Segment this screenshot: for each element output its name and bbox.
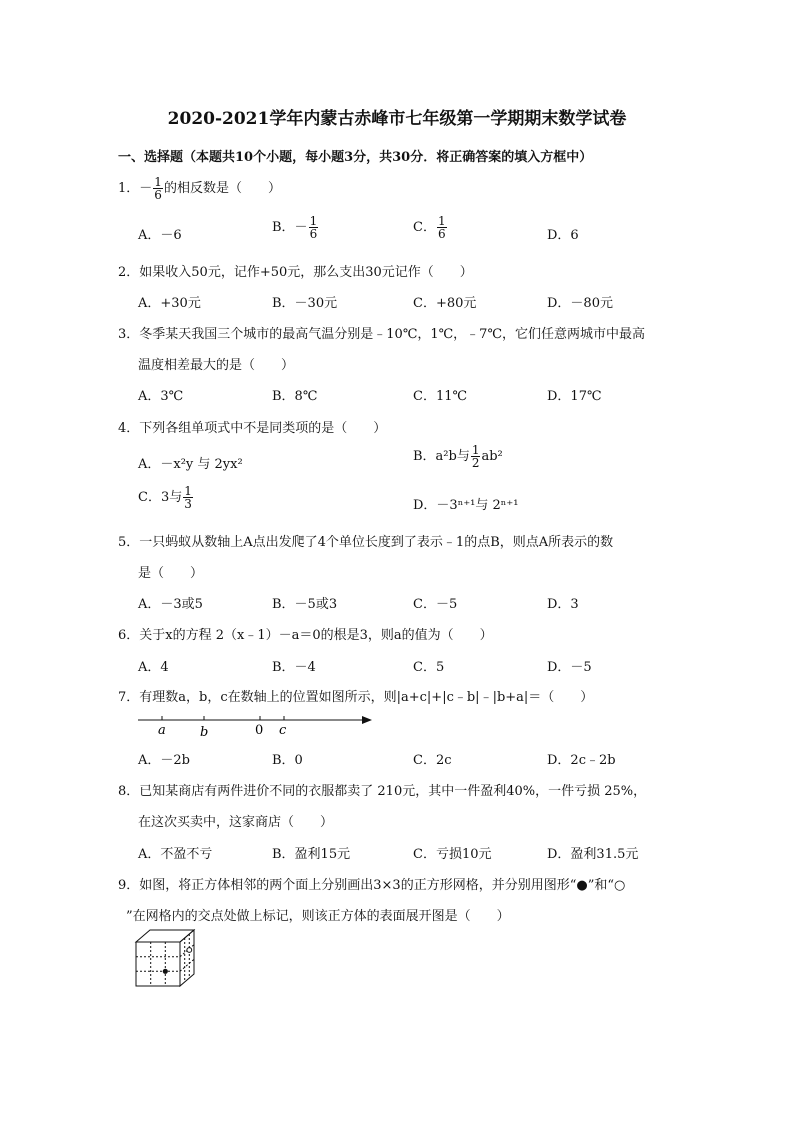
cube-side-face bbox=[180, 930, 194, 986]
cube-front-face bbox=[136, 942, 180, 986]
q1-number: 1． bbox=[118, 181, 140, 196]
q2-option-d: D．－80元 bbox=[547, 296, 613, 311]
q5-option-d: D．3 bbox=[547, 597, 579, 612]
q2-option-b: B．－30元 bbox=[272, 296, 338, 311]
q7-option-b: B．0 bbox=[272, 753, 303, 768]
q8-option-d: D．盈利31.5元 bbox=[547, 847, 639, 862]
q5-option-b: B．－5或3 bbox=[272, 597, 338, 612]
label-c: c bbox=[279, 723, 287, 738]
number-line-arrow bbox=[362, 716, 372, 724]
question-7: 7．有理数a，b，c在数轴上的位置如图所示，则|a+c|+|c﹣b|﹣|b+a|＝（ ） bbox=[118, 690, 594, 705]
q8-option-a: A．不盈不亏 bbox=[138, 847, 213, 862]
label-0: 0 bbox=[255, 723, 264, 738]
q1-option-b: B．－ $\frac{1}{6}$ bbox=[272, 214, 318, 241]
label-b: b bbox=[200, 725, 209, 740]
label-a: a bbox=[158, 723, 166, 738]
q7-option-a: A．－2b bbox=[138, 753, 190, 768]
q5-option-c: C．－5 bbox=[413, 597, 458, 612]
side-grid-line bbox=[180, 959, 194, 971]
q1-text: 的相反数是（ ） bbox=[163, 181, 281, 196]
question-6: 6．关于x的方程 2（x﹣1）－a＝0的根是3，则a的值为（ ） bbox=[118, 628, 493, 643]
question-3-line1: 3．冬季某天我国三个城市的最高气温分别是﹣10℃，1℃，﹣7℃，它们任意两城市中最高 bbox=[118, 327, 645, 342]
q6-option-a: A．4 bbox=[138, 660, 169, 675]
q4-option-b: B．a²b与 $\frac{1}{2}$ ab² bbox=[413, 443, 503, 470]
question-5-line1: 5．一只蚂蚁从数轴上A点出发爬了4个单位长度到了表示﹣1的点B，则点A所表示的数 bbox=[118, 535, 614, 550]
question-9-line2: ”在网格内的交点处做上标记，则该正方体的表面展开图是（ ） bbox=[126, 909, 510, 924]
q4-option-c: C．3与 $\frac{1}{3}$ bbox=[138, 484, 192, 511]
q6-option-d: D．－5 bbox=[547, 660, 592, 675]
question-4: 4．下列各组单项式中不是同类项的是（ ） bbox=[118, 421, 387, 436]
q2-option-a: A．+30元 bbox=[138, 296, 201, 311]
question-8-line1: 8．已知某商店有两件进价不同的衣服都卖了 210元，其中一件盈利40%，一件亏损 25%， bbox=[118, 784, 647, 799]
hollow-circle-mark bbox=[187, 948, 192, 953]
q3-option-d: D．17℃ bbox=[547, 389, 602, 404]
number-line-figure bbox=[136, 710, 376, 740]
question-3-line2: 温度相差最大的是（ ） bbox=[138, 358, 295, 373]
q4-option-a: A．－x²y 与 2yx² bbox=[138, 457, 243, 472]
section-heading: 一、选择题（本题共10个小题，每小题3分，共30分．将正确答案的填入方框中） bbox=[118, 150, 593, 165]
q3-option-c: C．11℃ bbox=[413, 389, 468, 404]
q8-option-b: B．盈利15元 bbox=[272, 847, 351, 862]
q3-option-a: A．3℃ bbox=[138, 389, 184, 404]
q1-fraction: $\frac{1}{6}$ bbox=[154, 175, 162, 202]
q1-option-a: A．－6 bbox=[138, 228, 182, 243]
q6-option-c: C．5 bbox=[413, 660, 445, 675]
q5-option-a: A．－3或5 bbox=[138, 597, 203, 612]
q7-option-d: D．2c﹣2b bbox=[547, 753, 616, 768]
page-title: 2020-2021学年内蒙古赤峰市七年级第一学期期末数学试卷 bbox=[167, 109, 627, 129]
q3-option-b: B．8℃ bbox=[272, 389, 318, 404]
cube-top-face bbox=[136, 930, 194, 942]
q2-option-c: C．+80元 bbox=[413, 296, 477, 311]
q1-option-d: D．6 bbox=[547, 228, 579, 243]
question-2: 2．如果收入50元，记作+50元，那么支出30元记作（ ） bbox=[118, 265, 473, 280]
q8-option-c: C．亏损10元 bbox=[413, 847, 492, 862]
q6-option-b: B．－4 bbox=[272, 660, 316, 675]
question-1 bbox=[118, 176, 281, 201]
filled-dot-mark bbox=[163, 969, 168, 974]
q1-minus: － bbox=[139, 181, 153, 196]
question-5-line2: 是（ ） bbox=[138, 566, 204, 581]
question-8-line2: 在这次买卖中，这家商店（ ） bbox=[138, 815, 334, 830]
q7-option-c: C．2c bbox=[413, 753, 452, 768]
cube-figure bbox=[134, 928, 206, 988]
q4-option-d: D．－3ⁿ⁺¹与 2ⁿ⁺¹ bbox=[413, 498, 519, 513]
q1-option-c: C． $\frac{1}{6}$ bbox=[413, 214, 446, 241]
question-9-line1: 9．如图，将正方体相邻的两个面上分别画出3×3的正方形网格，并分别用图形“●”和“○ bbox=[118, 878, 626, 893]
